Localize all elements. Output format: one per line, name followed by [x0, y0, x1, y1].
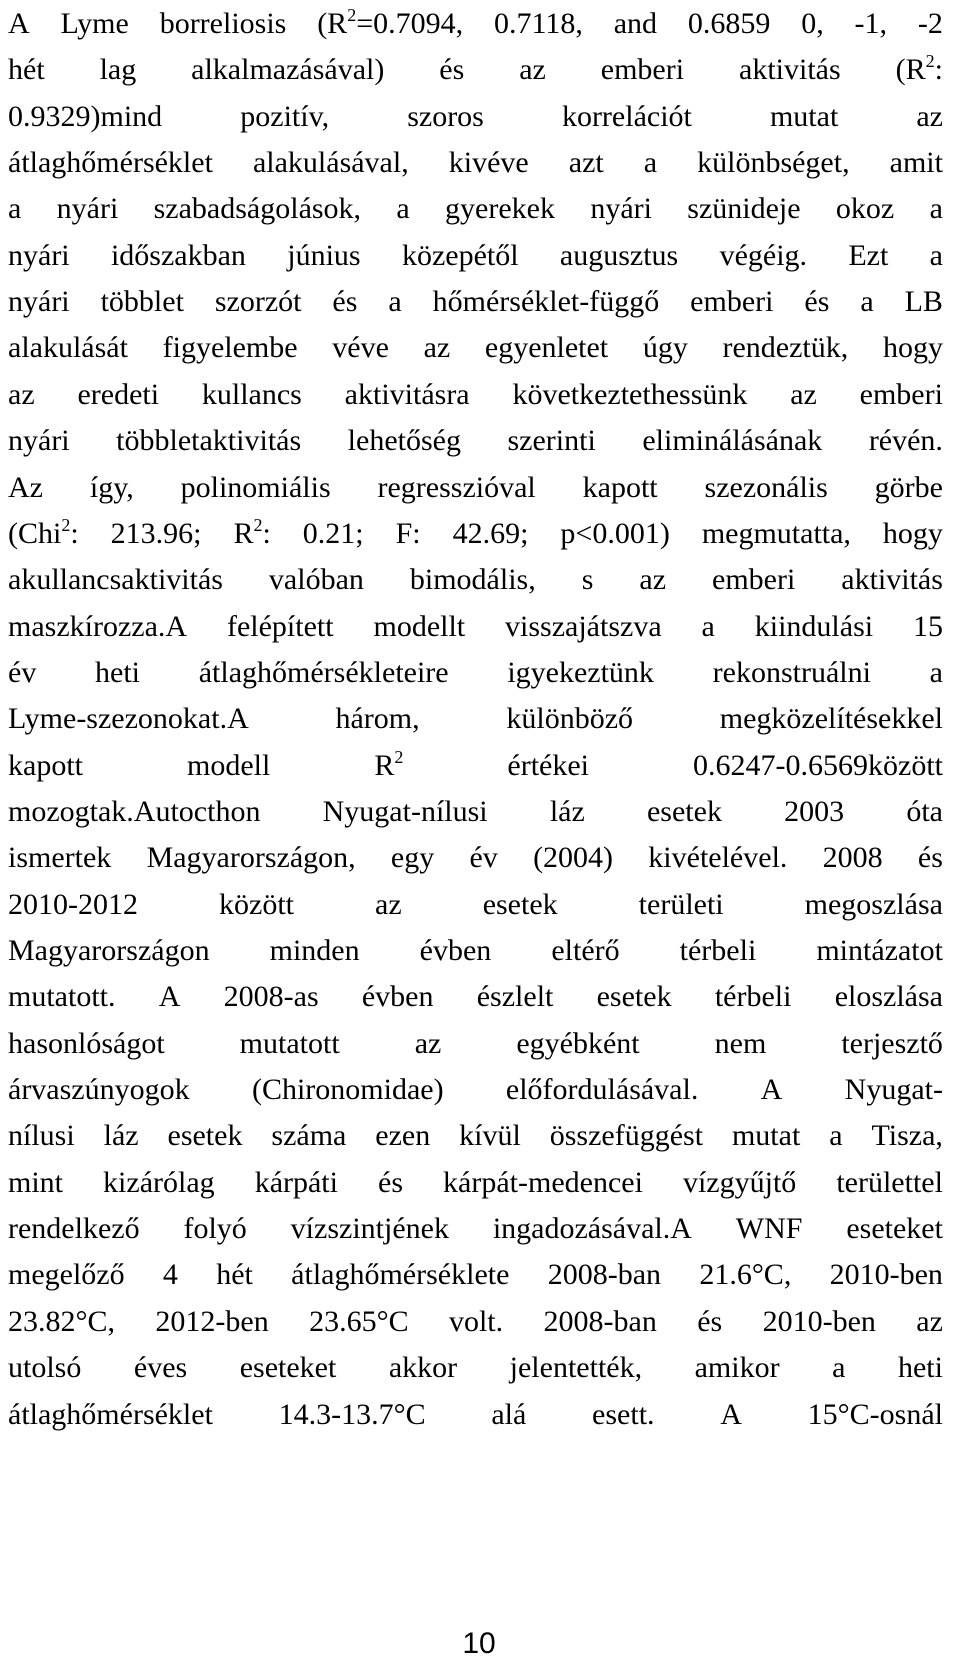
- text-line: átlaghőmérséklet 14.3-13.7°C alá esett. A 15°C-osnál: [8, 1397, 943, 1431]
- text-line: Magyarországon minden évben eltérő térbeli mintázatot: [8, 934, 943, 967]
- text-line: ismertek Magyarországon, egy év (2004) kivételével. 2008 és: [8, 841, 943, 875]
- text-line: Lyme-szezonokat.A három, különböző megközelítésekkel: [8, 702, 943, 736]
- text-line: mozogtak.Autocthon Nyugat-nílusi láz esetek 2003 óta: [8, 794, 943, 828]
- text-line: nyári többlet szorzót és a hőmérséklet-függő emberi és a LB: [8, 285, 943, 319]
- text-line: árvaszúnyogok (Chironomidae) előfordulásával. A Nyugat-: [8, 1073, 943, 1107]
- document-page: [8, 0, 950, 1677]
- text-line: maszkírozza.A felépített modellt visszajátszva a kiindulási 15: [8, 609, 943, 643]
- text-line: 2010-2012 között az esetek területi megoszlása: [8, 887, 943, 921]
- text-line: nyári időszakban június közepétől augusztus végéig. Ezt a: [8, 238, 943, 272]
- text-line: 23.82°C, 2012-ben 23.65°C volt. 2008-ban és 2010-ben az: [8, 1304, 943, 1338]
- text-line: mint kizárólag kárpáti és kárpát-medencei vízgyűjtő területtel: [8, 1165, 943, 1199]
- text-line: kapott modell $R^2$ értékei 0.6247-0.6569között: [8, 746, 943, 782]
- text-line: A Lyme borreliosis ($R^2=0.7094$, 0.7118, and 0.6859 0, -1, -2: [8, 5, 943, 40]
- page-number: 10: [462, 1627, 496, 1660]
- text-line: alakulását figyelembe véve az egyenletet úgy rendeztük, hogy: [8, 331, 943, 365]
- text-line: hasonlóságot mutatott az egyébként nem terjesztő: [8, 1026, 943, 1060]
- text-line: év heti átlaghőmérsékleteire igyekeztünk rekonstruálni a: [8, 655, 943, 689]
- text-line: utolsó éves eseteket akkor jelentették, amikor a heti: [8, 1351, 943, 1385]
- text-line: hét lag alkalmazásával) és az emberi aktivitás ($R^2$:: [8, 51, 943, 87]
- text-line: nílusi láz esetek száma ezen kívül összefüggést mutat a Tisza,: [8, 1119, 943, 1153]
- text-line: mutatott. A 2008-as évben észlelt esetek térbeli eloszlása: [8, 980, 943, 1014]
- text-line: átlaghőmérséklet alakulásával, kivéve azt a különbséget, amit: [8, 146, 943, 180]
- text-line: rendelkező folyó vízszintjének ingadozásával.A WNF eseteket: [8, 1212, 943, 1246]
- text-line: megelőző 4 hét átlaghőmérséklete 2008-ban 21.6°C, 2010-ben: [8, 1258, 943, 1292]
- text-line: az eredeti kullancs aktivitásra következtethessünk az emberi: [8, 377, 943, 411]
- text-line: akullancsaktivitás valóban bimodális, s az emberi aktivitás: [8, 563, 943, 597]
- text-line: nyári többletaktivitás lehetőség szerinti eliminálásának révén.: [8, 424, 943, 458]
- text-line: 0.9329)mind pozitív, szoros korrelációt mutat az: [8, 99, 943, 133]
- text-line: a nyári szabadságolások, a gyerekek nyári szünideje okoz a: [8, 192, 943, 226]
- text-line: Az így, polinomiális regresszióval kapott szezonális görbe: [8, 470, 943, 504]
- text-line: (Chi$^2$: 213.96; $R^2$: 0.21; F: 42.69; p<0.001) megmutatta, hogy: [8, 514, 943, 550]
